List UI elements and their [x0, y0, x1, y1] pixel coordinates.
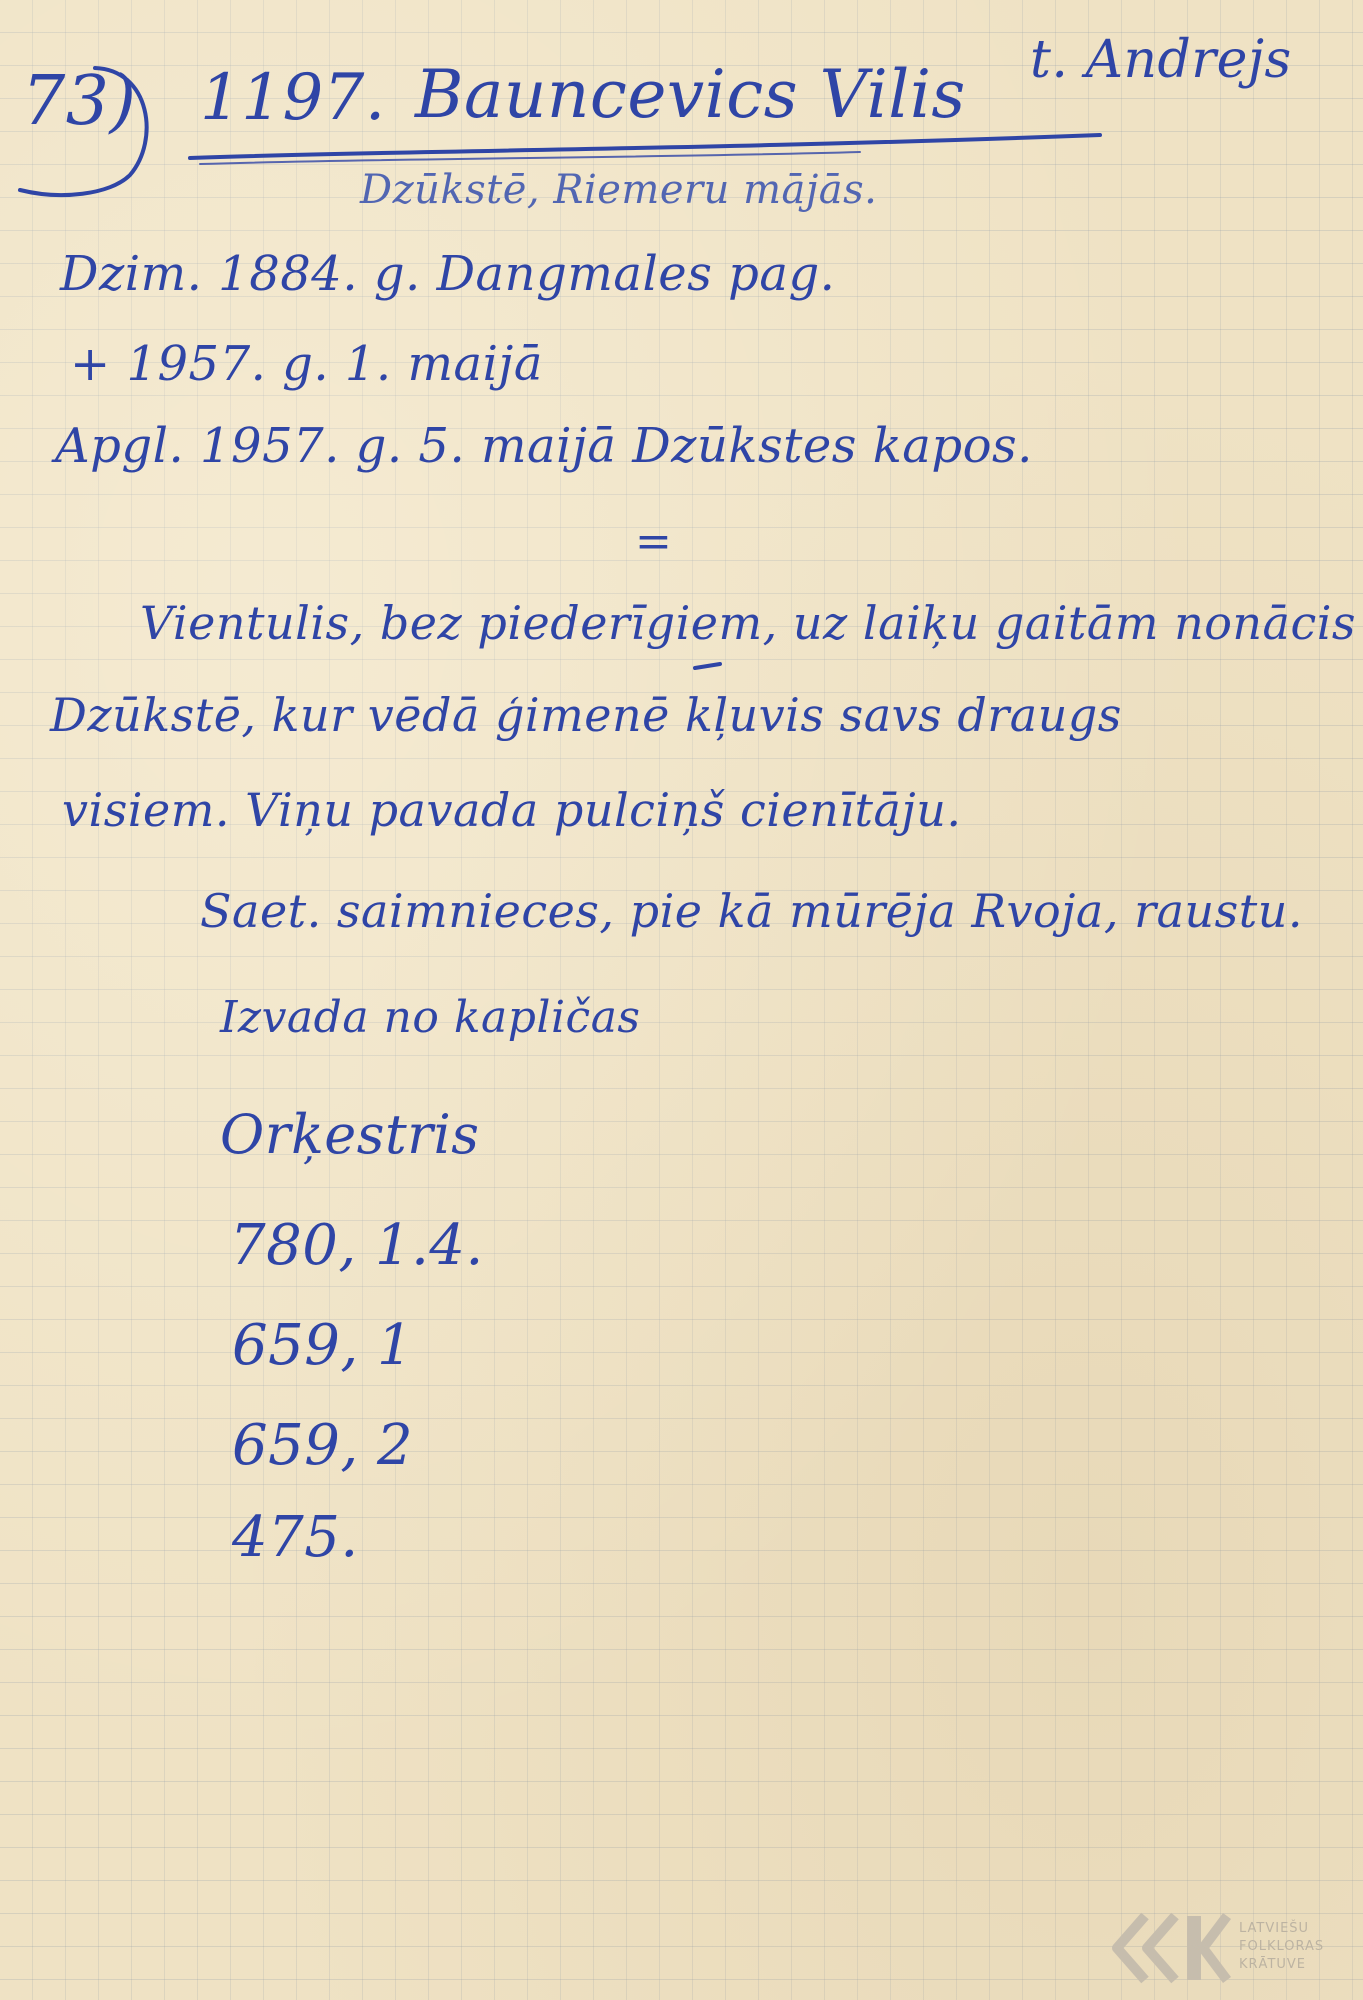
- burial-line: Apgl. 1957. g. 5. maijā Dzūkstes kapos.: [55, 418, 1033, 474]
- death-line: + 1957. g. 1. maijā: [70, 336, 543, 392]
- reference-entry: 659, 1: [232, 1313, 414, 1378]
- occupation-line: Saet. saimnieces, pie kā mūrēja Rvoja, raustu.: [200, 884, 1303, 938]
- archive-logo: [1105, 1906, 1353, 1990]
- reference-entry: 475.: [232, 1505, 359, 1570]
- paragraph-line: Dzūkstē, kur vēdā ģimenē kļuvis savs draugs: [50, 688, 1122, 742]
- residence-place: Dzūkstē, Riemeru mājās.: [360, 167, 878, 213]
- reference-entry: 659, 2: [232, 1413, 414, 1478]
- reference-entry: 780, 1.4.: [230, 1213, 484, 1278]
- paragraph-line: Vientulis, bez piederīgiem, uz laiķu gaitām nonācis: [140, 596, 1357, 650]
- orchestra-line: Orķestris: [220, 1103, 480, 1166]
- name-underline: [190, 135, 1100, 158]
- logo-word: LATVIEŠU: [1239, 1921, 1310, 1936]
- person-name: Bauncevics Vilis: [415, 56, 966, 133]
- overbar-mark: [695, 664, 720, 668]
- birth-line: Dzim. 1884. g. Dangmales pag.: [60, 246, 836, 302]
- lfk-logo-icon: [1105, 1906, 1235, 1990]
- logo-word: FOLKLORAS: [1239, 1939, 1325, 1954]
- card-number: 73): [22, 62, 137, 141]
- record-id: 1197.: [200, 61, 386, 135]
- logo-word: KRĀTUVE: [1239, 1957, 1307, 1972]
- source-line: Izvada no kapličas: [220, 992, 641, 1043]
- father-name: t. Andrejs: [1030, 30, 1292, 90]
- separator-mark: =: [635, 516, 673, 567]
- paragraph-line: visiem. Viņu pavada pulciņš cienītāju.: [62, 783, 962, 837]
